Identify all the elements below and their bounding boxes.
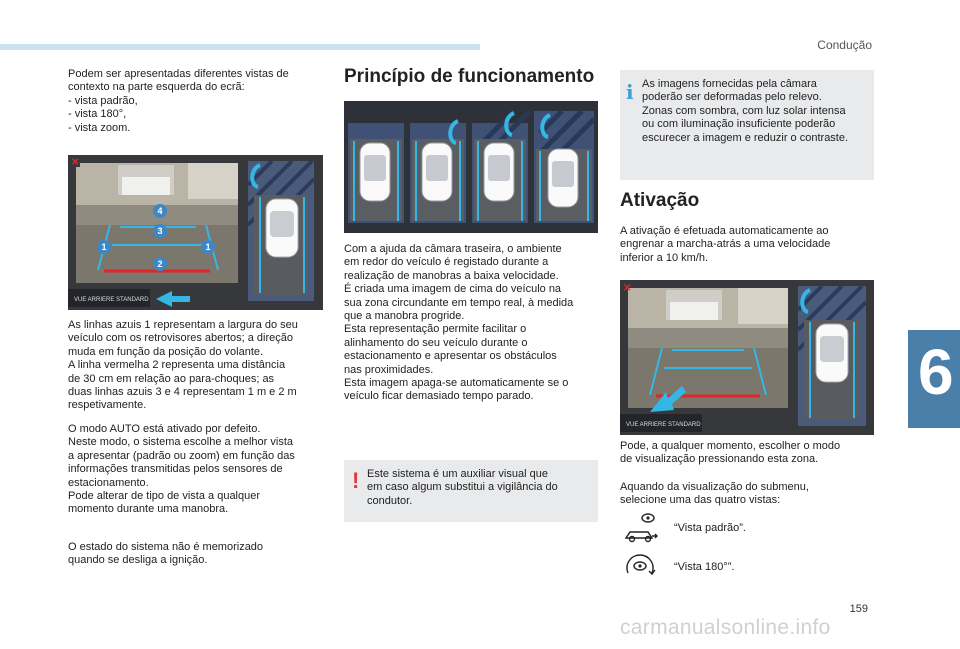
activation-paragraph: A ativação é efetuada automaticamente ao engrenar a marcha-atrás a uma velocidade inferior a 10 km/h. [620,225,831,264]
principle-paragraph: Com a ajuda da câmara traseira, o ambiente em redor do veículo é registado durante a realização de manobras a baixa velocidade. É criada uma imagem de cima do veículo na sua zona circundante em tempo real, à medida que a manobra progride. Esta representação permite facilitar o alinhamento do seu veículo durante o estacionamento e apresentar os obstáculos nas proximidades. Esta imagem apaga-se automaticamente se o veículo ficar demasiado tempo parado. [344,243,574,403]
standard-view-label: “Vista padrão”. [674,522,746,534]
marker-3: 3 [157,226,163,236]
screen-caption: VUE ARRIERE STANDARD [74,297,149,303]
standard-view-icon [620,508,660,548]
marker-2: 2 [157,259,163,269]
svg-text:✕: ✕ [623,283,632,294]
option-standard-view[interactable] [620,508,746,548]
marker-1-left: 1 [101,242,107,252]
warning-icon: ! [352,468,360,493]
header-bar [0,44,480,50]
column-right-activation [620,225,876,265]
section-title: Condução [817,38,872,52]
auto-paragraph: O modo AUTO está ativado por defeito. Neste modo, o sistema escolhe a melhor vista a apresentar (padrão ou zoom) em função das informações transmitidas pelos sensores de estacionamento. Pode alterar de tipo de vista a qualquer momento durante uma manobra. [68,423,295,516]
svg-text:✕: ✕ [71,157,80,168]
memory-paragraph: O estado do sistema não é memorizado quando se desliga a ignição. [68,541,264,567]
column-middle-title [344,66,604,88]
column-left-memory [68,541,324,568]
camera-screen-activation [620,280,874,435]
info-box [620,70,874,180]
column-right-title [620,190,876,212]
column-left [68,68,324,135]
page-number: 159 [849,603,868,615]
select-paragraph: Pode, a qualquer momento, escolher o modo de visualização pressionando esta zona. [620,440,841,466]
watermark: carmanualsonline.info [620,616,831,639]
chapter-tab [908,330,960,428]
principle-title: Princípio de funcionamento [344,66,595,87]
column-left-lines [68,319,324,413]
screen-caption: VUE ARRIERE STANDARD [626,422,701,428]
info-icon: i [626,80,634,104]
submenu-paragraph: Aquando da visualização do submenu, selecione uma das quatro vistas: [620,481,809,507]
topview-sequence-figure [344,101,598,233]
intro-paragraph: Podem ser apresentadas diferentes vistas de contexto na parte esquerda do ecrã: - vista padrão, - vista 180°, - vista zoom. [68,68,289,134]
chapter-number: 6 [918,336,954,408]
info-text: As imagens fornecidas pela câmara poderão ser deformadas pelo relevo. Zonas com sombra, com luz solar intensa ou com iluminação insuficiente poderão escurecer a imagem e reduzir o contraste. [642,78,849,144]
view-180-icon [620,547,660,587]
activation-title: Ativação [620,190,700,211]
marker-1-right: 1 [205,242,211,252]
column-left-auto [68,423,324,517]
view-180-label: “Vista 180°”. [674,561,735,573]
warning-box [344,460,598,522]
option-180-view[interactable] [620,547,734,587]
column-right-select [620,440,876,467]
lines-paragraph: As linhas azuis 1 representam a largura do seu veículo com os retrovisores abertos; a direção muda em função da posição do volante. A linha vermelha 2 representa uma distância de 30 cm em relação ao para-choques; as duas linhas azuis 3 e 4 representam 1 m e 2 m respetivamente. [68,319,298,412]
camera-screen-standard [68,155,323,310]
marker-4: 4 [157,206,163,216]
column-middle-body [344,243,600,404]
warning-text: Este sistema é um auxiliar visual que em caso algum substitui a vigilância do condutor. [367,468,558,507]
column-right-submenu [620,481,876,508]
